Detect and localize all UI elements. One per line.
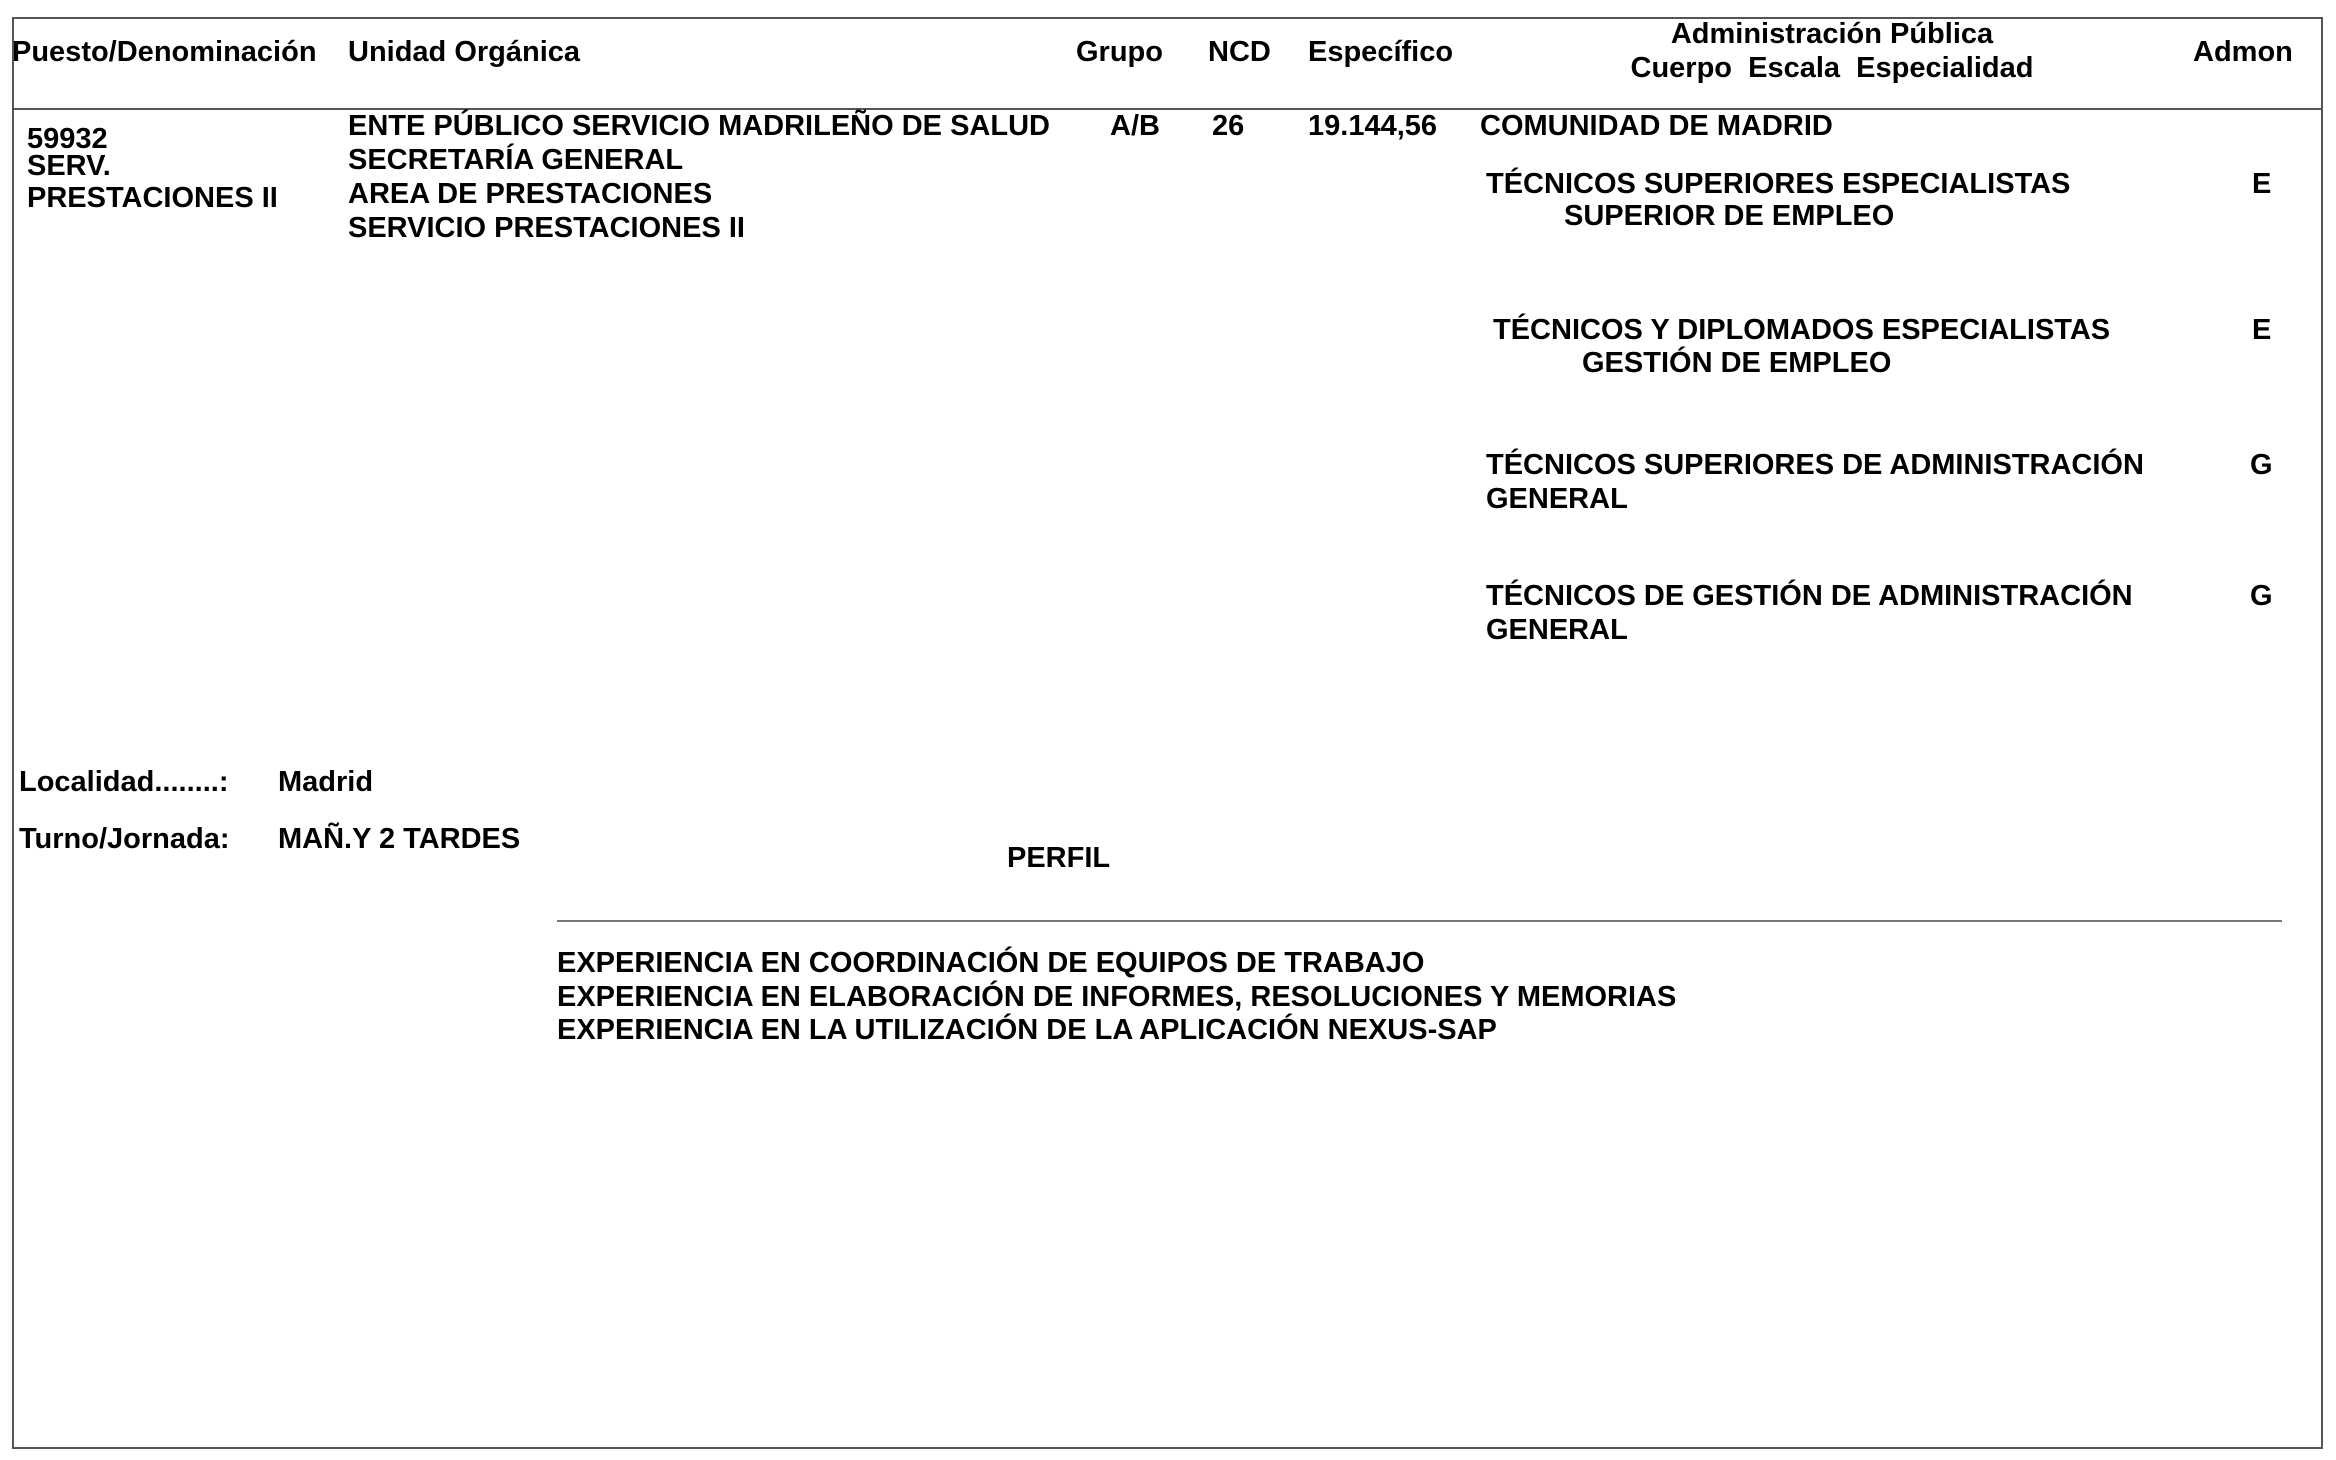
perfil-item: EXPERIENCIA EN LA UTILIZACIÓN DE LA APLICACIÓN NEXUS-SAP [557,1014,1497,1046]
ncd-value: 26 [1212,110,1245,142]
cuerpo-admon: G [2250,580,2273,612]
cuerpo-line2: GENERAL [1486,614,1628,646]
perfil-item: EXPERIENCIA EN ELABORACIÓN DE INFORMES, RESOLUCIONES Y MEMORIAS [557,981,1677,1013]
header-puesto: Puesto/Denominación [12,36,317,68]
header-cuerpo-escala: Cuerpo Escala Especialidad [1630,52,2034,84]
turno-label: Turno/Jornada: [19,823,230,855]
puesto-code: 59932 [27,123,108,155]
puesto-name-line1: SERV. [27,150,111,182]
perfil-divider [557,920,2282,922]
header-especifico: Específico [1308,36,1454,68]
cuerpo-admon: G [2250,449,2273,481]
header-admon: Admon [2193,36,2293,68]
perfil-item: EXPERIENCIA EN COORDINACIÓN DE EQUIPOS DE TRABAJO [557,947,1425,979]
cuerpo-line1: TÉCNICOS Y DIPLOMADOS ESPECIALISTAS [1493,314,2111,346]
unidad-line: SERVICIO PRESTACIONES II [348,212,745,244]
grupo-value: A/B [1110,110,1160,142]
localidad-label: Localidad........: [19,766,229,798]
especifico-value: 19.144,56 [1308,110,1438,142]
cuerpo-line2: GESTIÓN DE EMPLEO [1582,347,1892,379]
cuerpo-admon: E [2252,314,2272,346]
header-ncd: NCD [1208,36,1271,68]
cuerpo-line2: SUPERIOR DE EMPLEO [1564,200,1895,232]
cuerpo-line1: TÉCNICOS SUPERIORES DE ADMINISTRACIÓN [1486,449,2144,481]
turno-value: MAÑ.Y 2 TARDES [278,823,521,855]
puesto-name-line2: PRESTACIONES II [27,182,278,214]
localidad-value: Madrid [278,766,374,798]
unidad-line: ENTE PÚBLICO SERVICIO MADRILEÑO DE SALUD [348,110,1050,142]
unidad-line: AREA DE PRESTACIONES [348,178,713,210]
administracion-value: COMUNIDAD DE MADRID [1480,110,1833,142]
unidad-line: SECRETARÍA GENERAL [348,144,684,176]
header-administracion: Administración Pública [1670,18,1994,50]
header-unidad: Unidad Orgánica [348,36,581,68]
perfil-title: PERFIL [1007,842,1111,874]
cuerpo-line1: TÉCNICOS SUPERIORES ESPECIALISTAS [1486,168,2071,200]
cuerpo-line2: GENERAL [1486,483,1628,515]
cuerpo-admon: E [2252,168,2272,200]
header-grupo: Grupo [1076,36,1163,68]
cuerpo-line1: TÉCNICOS DE GESTIÓN DE ADMINISTRACIÓN [1486,580,2133,612]
